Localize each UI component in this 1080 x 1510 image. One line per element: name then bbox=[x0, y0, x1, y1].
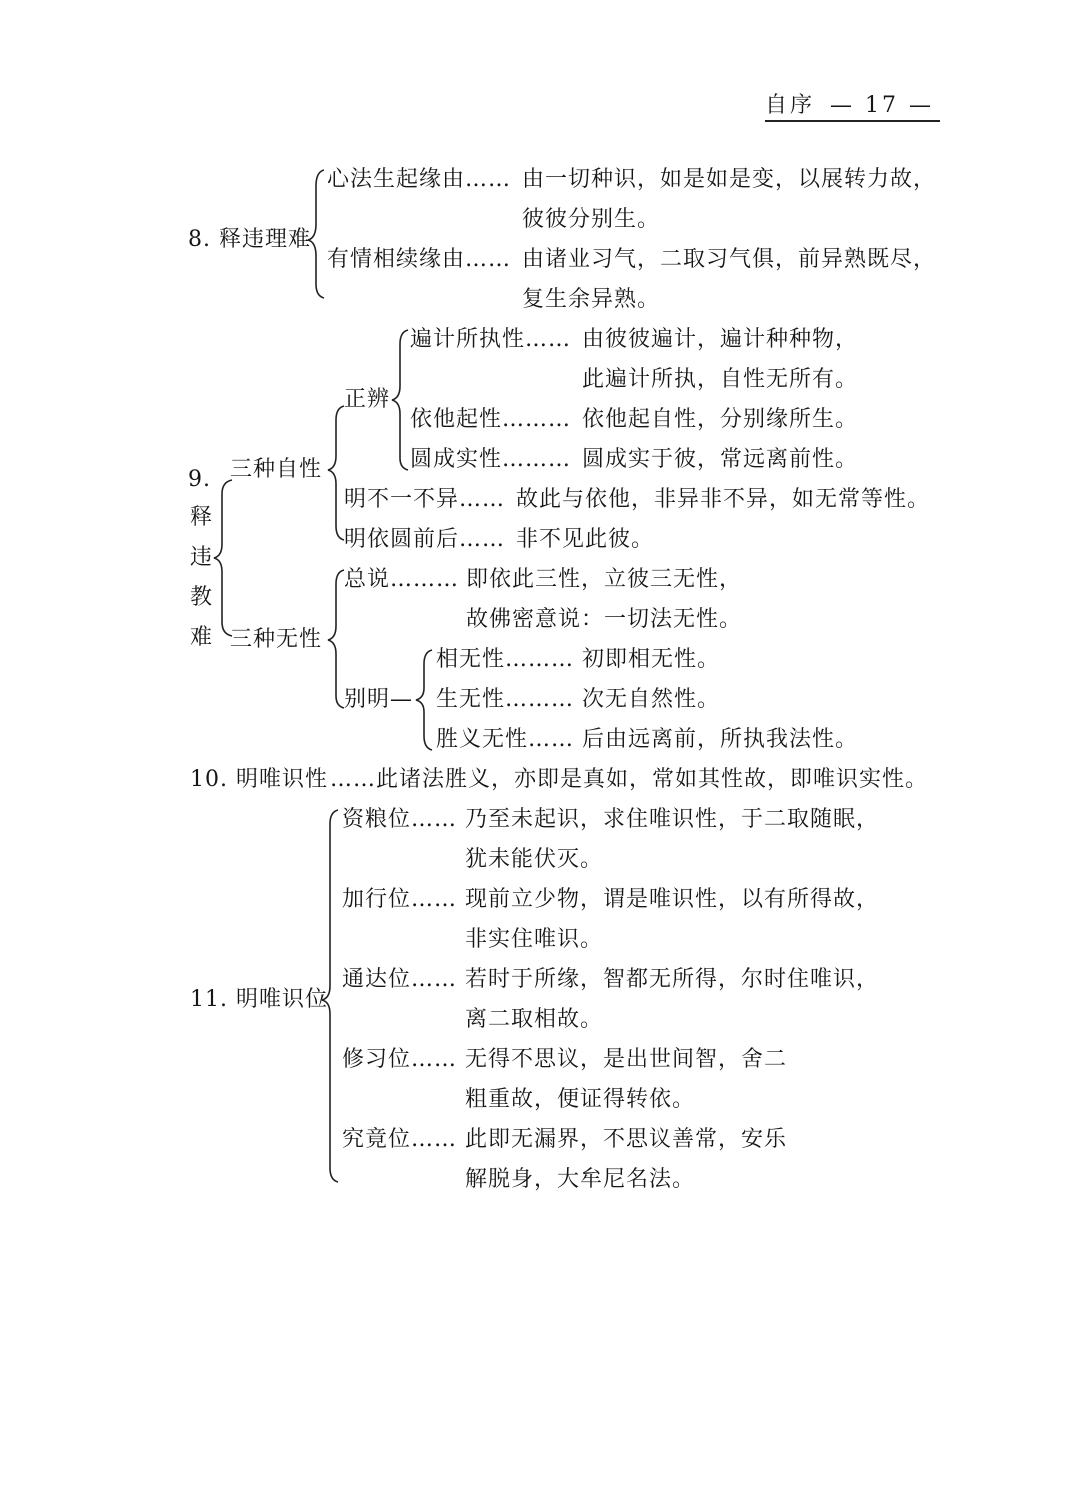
s11-item-label: 究竟位…… bbox=[342, 1127, 458, 1152]
s9-number: 9. bbox=[188, 467, 211, 492]
header-rule bbox=[765, 120, 940, 122]
page-number: — 17 — bbox=[830, 93, 934, 118]
bie-item-label: 相无性……… bbox=[436, 647, 575, 672]
s8-item-text: 由诸业习气，二取习气俱，前异熟既尽， bbox=[522, 247, 937, 272]
brace-s9a bbox=[328, 406, 344, 540]
ming-label: 明依圆前后…… bbox=[344, 527, 506, 552]
ming-text: 故此与依他，非异非不异，如无常等性。 bbox=[516, 487, 931, 512]
s8-item-label: 心法生起缘由…… bbox=[327, 167, 512, 192]
zong-label: 总说……… bbox=[344, 567, 460, 592]
s11-item-text: 此即无漏界，不思议善常，安乐 bbox=[465, 1127, 788, 1152]
s8-item-text-cont: 彼彼分别生。 bbox=[522, 207, 661, 232]
zheng-item-text: 圆成实于彼，常远离前性。 bbox=[582, 447, 859, 472]
s9-title-char: 难 bbox=[190, 625, 214, 650]
s8-title: 8. 释违理难 bbox=[188, 227, 311, 252]
brace-s9b bbox=[328, 570, 344, 708]
s9-title-char: 教 bbox=[190, 585, 214, 610]
chapter-title: 自序 bbox=[765, 93, 816, 118]
s8-item-text-cont: 复生余异熟。 bbox=[522, 287, 661, 312]
s11-item-label: 资粮位…… bbox=[342, 807, 458, 832]
s11-item-text: 无得不思议，是出世间智，舍二 bbox=[465, 1047, 788, 1072]
s11-item-text-cont: 粗重故，便证得转依。 bbox=[465, 1087, 696, 1112]
ming-text: 非不见此彼。 bbox=[516, 527, 655, 552]
brace-zheng bbox=[392, 330, 408, 470]
s11-item-text-cont: 解脱身，大牟尼名法。 bbox=[465, 1167, 696, 1192]
zong-text: 即依此三性，立彼三无性， bbox=[466, 567, 743, 592]
s11-item-text: 乃至未起识，求住唯识性，于二取随眠， bbox=[465, 807, 880, 832]
s9-title-char: 违 bbox=[190, 545, 214, 570]
s11-item-label: 加行位…… bbox=[342, 887, 458, 912]
s11-item-text-cont: 非实住唯识。 bbox=[465, 927, 604, 952]
zheng-label: 正辨 bbox=[344, 387, 391, 412]
s11-item-text: 现前立少物，谓是唯识性，以有所得故， bbox=[465, 887, 880, 912]
bie-item-text: 次无自然性。 bbox=[582, 687, 721, 712]
zheng-item-label: 遍计所执性…… bbox=[410, 327, 572, 352]
s8-item-text: 由一切种识，如是如是变，以展转力故， bbox=[522, 167, 937, 192]
s11-title: 11. 明唯识位 bbox=[190, 987, 328, 1012]
bie-item-label: 胜义无性…… bbox=[436, 727, 575, 752]
s11-item-text: 若时于所缘，智都无所得，尔时住唯识， bbox=[465, 967, 880, 992]
s8-item-label: 有情相续缘由…… bbox=[327, 247, 512, 272]
zheng-item-label: 圆成实性……… bbox=[410, 447, 572, 472]
s11-item-text-cont: 离二取相故。 bbox=[465, 1007, 604, 1032]
s10-text: ……此诸法胜义，亦即是真如，常如其性故，即唯识实性。 bbox=[330, 767, 929, 792]
ming-label: 明不一不异…… bbox=[344, 487, 506, 512]
s11-item-label: 修习位…… bbox=[342, 1047, 458, 1072]
s10-title: 10. 明唯识性 bbox=[190, 767, 328, 792]
brace-bie bbox=[416, 650, 432, 750]
s9a-title: 三种自性 bbox=[230, 457, 323, 482]
zheng-item-label: 依他起性……… bbox=[410, 407, 572, 432]
zong-text-cont: 故佛密意说：一切法无性。 bbox=[466, 607, 743, 632]
s11-item-label: 通达位…… bbox=[342, 967, 458, 992]
bie-label: 别明— bbox=[344, 687, 414, 712]
bie-item-text: 后由远离前，所执我法性。 bbox=[582, 727, 859, 752]
s9b-title: 三种无性 bbox=[230, 627, 323, 652]
brace-s9 bbox=[214, 480, 232, 636]
bie-item-text: 初即相无性。 bbox=[582, 647, 721, 672]
bie-item-label: 生无性……… bbox=[436, 687, 575, 712]
s9-title-char: 释 bbox=[190, 505, 214, 530]
zheng-item-text: 依他起自性，分别缘所生。 bbox=[582, 407, 859, 432]
zheng-item-text: 由彼彼遍计，遍计种种物， bbox=[582, 327, 859, 352]
zheng-item-text-cont: 此遍计所执，自性无所有。 bbox=[582, 367, 859, 392]
s11-item-text-cont: 犹未能伏灭。 bbox=[465, 847, 604, 872]
